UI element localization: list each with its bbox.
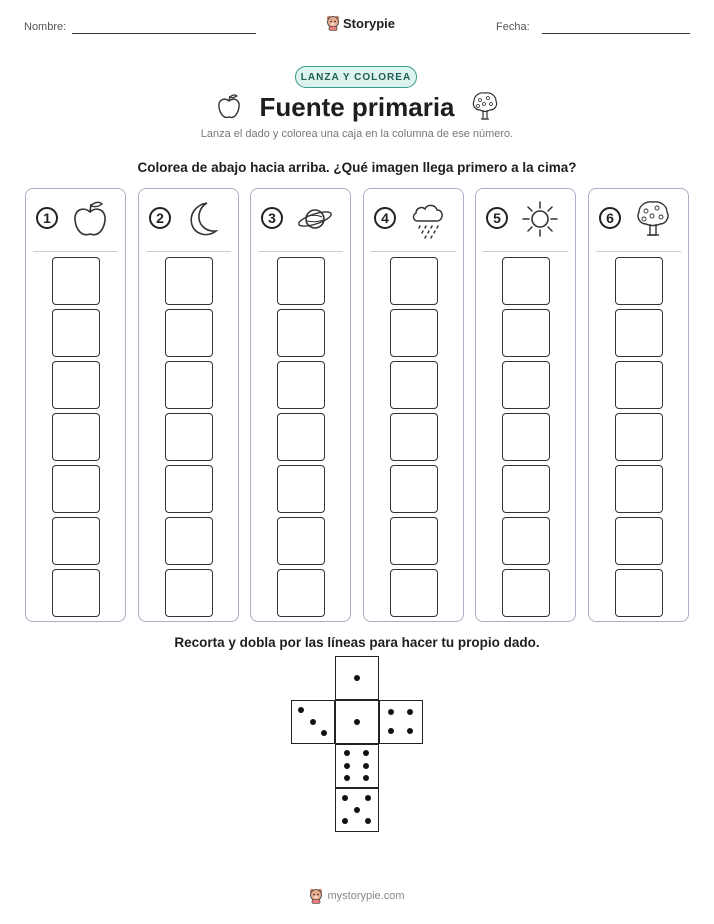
color-box[interactable]: [502, 517, 550, 565]
die-face-4: [379, 700, 423, 744]
column-header: [251, 199, 350, 241]
column-number: 6: [599, 207, 621, 229]
color-box[interactable]: [277, 569, 325, 617]
color-box[interactable]: [390, 517, 438, 565]
column-divider: [483, 251, 568, 252]
color-box[interactable]: [390, 413, 438, 461]
die-face-6: [335, 744, 379, 788]
color-box[interactable]: [390, 257, 438, 305]
column-6: [588, 188, 689, 622]
brand-name: Storypie: [343, 15, 396, 31]
color-box[interactable]: [615, 569, 663, 617]
column-number: 3: [261, 207, 283, 229]
die-pip: [354, 675, 360, 681]
column-1: [25, 188, 126, 622]
die-pip: [344, 763, 350, 769]
column-4: [363, 188, 464, 622]
column-number: 5: [486, 207, 508, 229]
color-box[interactable]: [277, 361, 325, 409]
color-box[interactable]: [165, 309, 213, 357]
color-box[interactable]: [277, 413, 325, 461]
color-box[interactable]: [390, 309, 438, 357]
die-pip: [363, 763, 369, 769]
column-header: [589, 199, 688, 241]
color-box[interactable]: [52, 257, 100, 305]
apple-tree-icon: [633, 199, 673, 239]
color-box[interactable]: [165, 517, 213, 565]
footer-url: mystorypie.com: [327, 890, 405, 902]
color-box[interactable]: [277, 465, 325, 513]
column-number: 2: [149, 207, 171, 229]
bear-icon: [326, 15, 340, 31]
die-pip: [310, 719, 316, 725]
bear-icon: [309, 888, 323, 904]
die-face-1: [335, 656, 379, 700]
die-pip: [365, 795, 371, 801]
column-number: 1: [36, 207, 58, 229]
die-pip: [407, 709, 413, 715]
color-box[interactable]: [52, 413, 100, 461]
color-box[interactable]: [165, 257, 213, 305]
die-pip: [354, 719, 360, 725]
die-pip: [344, 750, 350, 756]
color-box[interactable]: [52, 569, 100, 617]
column-3: [250, 188, 351, 622]
color-box[interactable]: [615, 257, 663, 305]
color-box[interactable]: [502, 465, 550, 513]
color-box[interactable]: [502, 257, 550, 305]
column-divider: [596, 251, 681, 252]
activity-badge: LANZA Y COLOREA: [295, 66, 417, 88]
color-box[interactable]: [52, 465, 100, 513]
die-face-2: [335, 700, 379, 744]
die-pip: [407, 728, 413, 734]
rain-cloud-icon: [408, 199, 448, 239]
color-box[interactable]: [277, 257, 325, 305]
color-box[interactable]: [52, 517, 100, 565]
die-pip: [321, 730, 327, 736]
moon-icon: [183, 199, 223, 239]
column-5: [475, 188, 576, 622]
die-pip: [388, 728, 394, 734]
color-box[interactable]: [165, 569, 213, 617]
date-label: Fecha:: [496, 21, 530, 33]
color-box[interactable]: [165, 465, 213, 513]
die-face-3: [291, 700, 335, 744]
sun-icon: [520, 199, 560, 239]
die-pip: [298, 707, 304, 713]
color-box[interactable]: [502, 569, 550, 617]
die-pip: [342, 818, 348, 824]
color-box[interactable]: [502, 309, 550, 357]
color-box[interactable]: [52, 361, 100, 409]
color-box[interactable]: [615, 413, 663, 461]
column-header: [364, 199, 463, 241]
column-divider: [258, 251, 343, 252]
color-box[interactable]: [277, 309, 325, 357]
column-divider: [33, 251, 118, 252]
coloring-instruction: Colorea de abajo hacia arriba. ¿Qué imagen llega primero a la cima?: [137, 160, 577, 175]
apple-icon: [70, 199, 110, 239]
die-pip: [363, 750, 369, 756]
color-box[interactable]: [615, 361, 663, 409]
die-face-5: [335, 788, 379, 832]
brand-logo: [326, 15, 395, 31]
column-divider: [146, 251, 231, 252]
die-pip: [342, 795, 348, 801]
footer: [0, 888, 714, 904]
column-number: 4: [374, 207, 396, 229]
color-box[interactable]: [390, 465, 438, 513]
column-2: [138, 188, 239, 622]
color-box[interactable]: [615, 517, 663, 565]
die-pip: [388, 709, 394, 715]
die-instruction: Recorta y dobla por las líneas para hacer tu propio dado.: [174, 635, 540, 650]
color-box[interactable]: [615, 309, 663, 357]
die-pip: [365, 818, 371, 824]
die-pip: [354, 807, 360, 813]
color-box[interactable]: [277, 517, 325, 565]
color-box[interactable]: [502, 361, 550, 409]
apple-tree-icon: [470, 90, 500, 122]
column-divider: [371, 251, 456, 252]
column-header: [139, 199, 238, 241]
column-header: [26, 199, 125, 241]
planet-icon: [295, 199, 335, 239]
column-header: [476, 199, 575, 241]
die-pip: [363, 775, 369, 781]
date-line: [542, 33, 690, 34]
color-box[interactable]: [165, 361, 213, 409]
name-label: Nombre:: [24, 21, 67, 33]
color-box[interactable]: [52, 309, 100, 357]
page-title: Fuente primaria: [259, 92, 455, 122]
die-pip: [344, 775, 350, 781]
color-box[interactable]: [390, 361, 438, 409]
page-subtitle: Lanza el dado y colorea una caja en la columna de ese número.: [200, 128, 514, 140]
color-box[interactable]: [165, 413, 213, 461]
color-box[interactable]: [502, 413, 550, 461]
name-line: [72, 33, 256, 34]
color-box[interactable]: [390, 569, 438, 617]
color-box[interactable]: [615, 465, 663, 513]
